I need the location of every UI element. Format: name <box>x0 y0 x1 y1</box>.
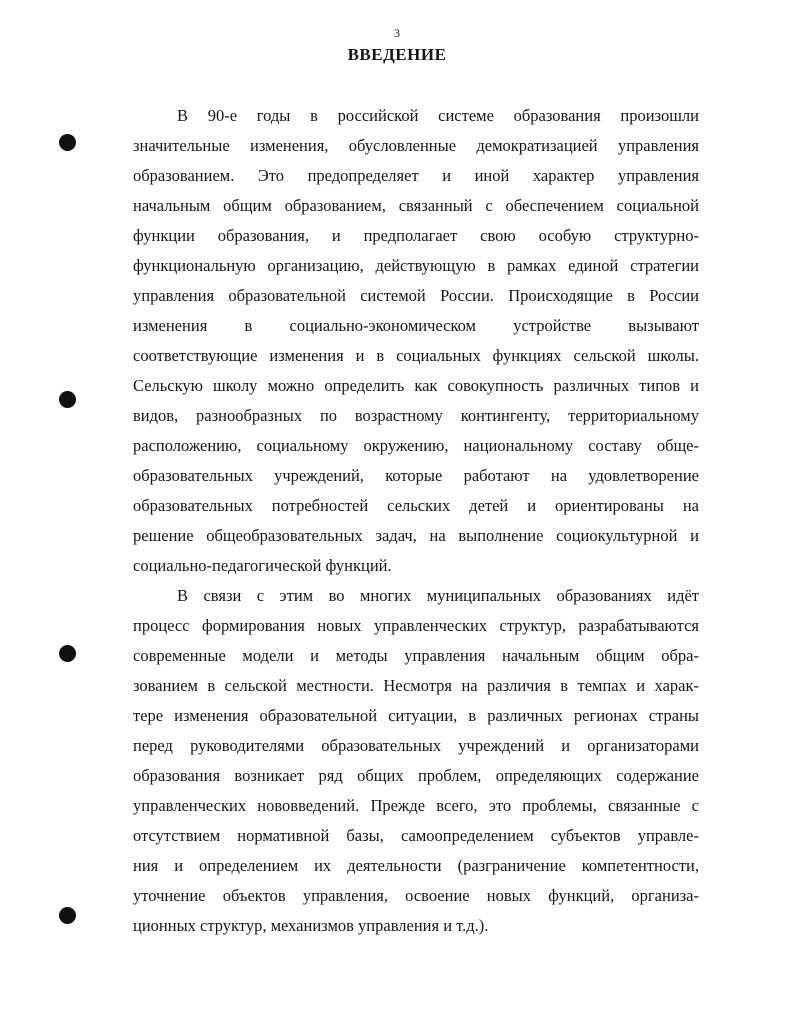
paragraph-line: управленческих нововведений. Прежде всего, это проблемы, связанные с <box>133 796 699 815</box>
punch-hole-2 <box>59 391 76 408</box>
paragraph-line: значительные изменения, обусловленные демократизацией управления <box>133 136 699 155</box>
paragraph-line: отсутствием нормативной базы, самоопределением субъектов управле- <box>133 826 699 845</box>
punch-hole-1 <box>59 134 76 151</box>
paragraph-line: ния и определением их деятельности (разграничение компетентности, <box>133 856 699 875</box>
paragraph-line: В связи с этим во многих муниципальных образованиях идёт <box>177 586 699 605</box>
page-number: 3 <box>394 26 400 40</box>
paragraph-line: решение общеобразовательных задач, на выполнение социокультурной и <box>133 526 699 545</box>
page-title: ВВЕДЕНИЕ <box>347 45 447 64</box>
paragraph-line: изменения в социально-экономическом устройстве вызывают <box>133 316 699 335</box>
paragraph-line: видов, разнообразных по возрастному контингенту, территориальному <box>133 406 699 425</box>
paragraph-line: функции образования, и предполагает свою особую структурно- <box>133 226 699 245</box>
paragraph-line: процесс формирования новых управленческих структур, разрабатываются <box>133 616 699 635</box>
paragraph-line: расположению, социальному окружению, национальному составу обще- <box>133 436 699 455</box>
punch-hole-4 <box>59 907 76 924</box>
paragraph-line: образования возникает ряд общих проблем, определяющих содержание <box>133 766 699 785</box>
paragraph-line: начальным общим образованием, связанный с обеспечением социальной <box>133 196 699 215</box>
paragraph-line: социально-педагогической функций. <box>133 556 392 575</box>
paragraph-line: соответствующие изменения и в социальных функциях сельской школы. <box>133 346 699 365</box>
paragraph-line: образовательных учреждений, которые работают на удовлетворение <box>133 466 699 485</box>
paragraph-line: тере изменения образовательной ситуации, в различных регионах страны <box>133 706 699 725</box>
paragraph-line: ционных структур, механизмов управления и т.д.). <box>133 916 489 935</box>
paragraph-line: Сельскую школу можно определить как совокупность различных типов и <box>133 376 699 395</box>
paragraph-line: В 90-е годы в российской системе образования произошли <box>177 106 699 125</box>
paragraph-line: управления образовательной системой России. Происходящие в России <box>133 286 699 305</box>
punch-hole-3 <box>59 645 76 662</box>
paragraph-line: уточнение объектов управления, освоение новых функций, организа- <box>133 886 699 905</box>
paragraph-line: современные модели и методы управления начальным общим обра- <box>133 646 699 665</box>
paragraph-line: зованием в сельской местности. Несмотря на различия в темпах и харак- <box>133 676 699 695</box>
paragraph-1 <box>133 101 699 581</box>
paragraph-line: образовательных потребностей сельских детей и ориентированы на <box>133 496 699 515</box>
paragraph-line: функциональную организацию, действующую в рамках единой стратегии <box>133 256 699 275</box>
paragraph-2 <box>133 581 699 941</box>
paragraph-line: перед руководителями образовательных учреждений и организаторами <box>133 736 699 755</box>
document-body <box>133 101 699 941</box>
paragraph-line: образованием. Это предопределяет и иной характер управления <box>133 166 699 185</box>
